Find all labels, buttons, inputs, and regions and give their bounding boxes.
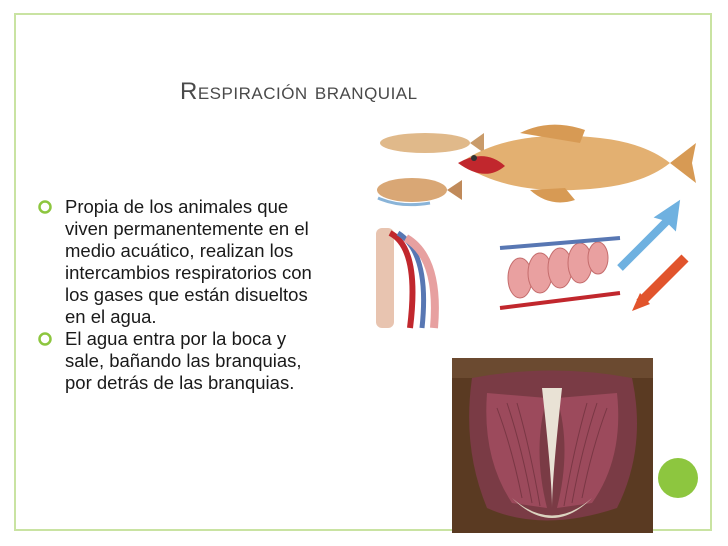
bullet-icon (38, 332, 52, 346)
gill-photo (452, 358, 653, 533)
bullet-text: El agua entra por la boca y sale, bañando las branquias, por detrás de las branquias. (65, 328, 302, 393)
decorative-circle (658, 458, 698, 498)
bullet-icon (38, 200, 52, 214)
gill-diagram-image (370, 108, 696, 344)
bullet-list (38, 196, 323, 394)
bullet-item (38, 196, 323, 328)
slide-title: Respiración branquial (180, 78, 418, 105)
bullet-item (38, 328, 323, 394)
bullet-text: Propia de los animales que viven permanentemente en el medio acuático, realizan los intercambios respiratorios con los gases que están disueltos en el agua. (65, 196, 312, 327)
